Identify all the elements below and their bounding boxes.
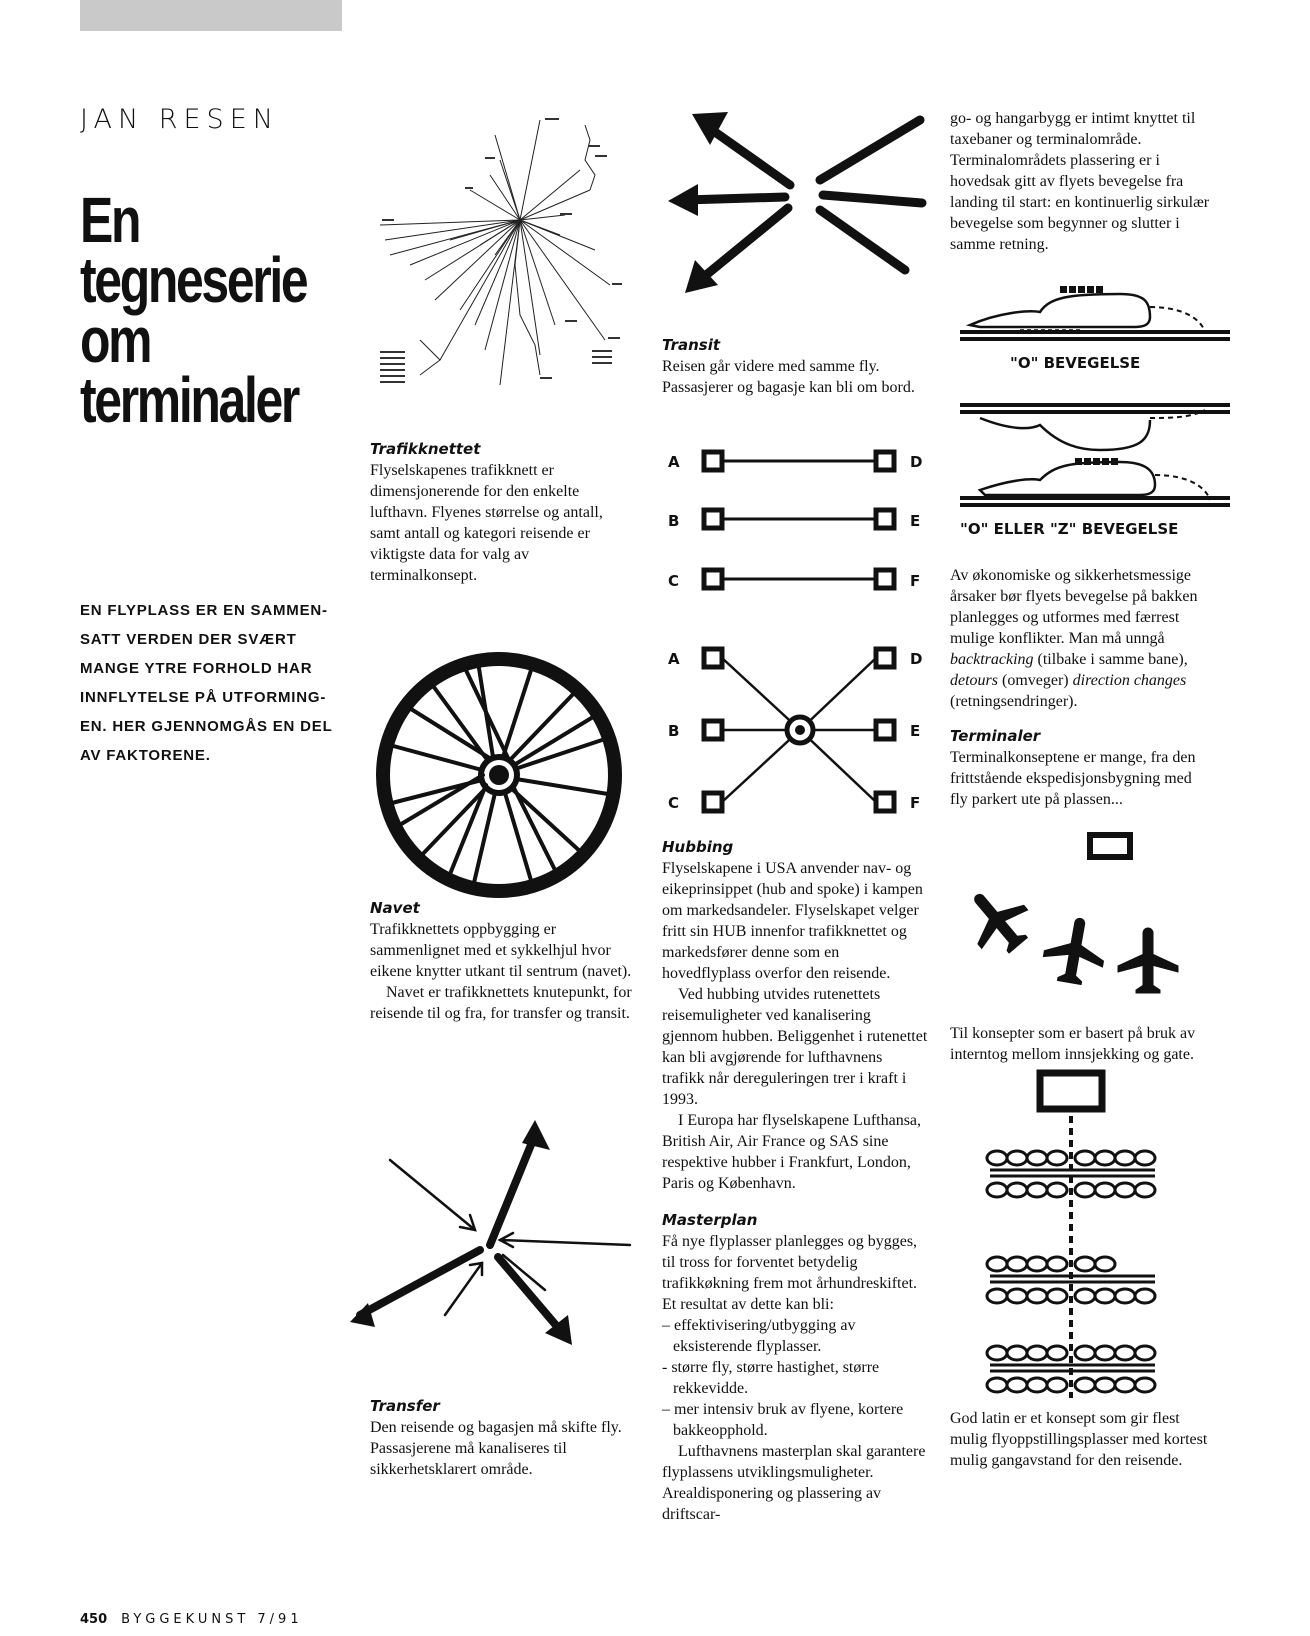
- trafikk-block: [370, 439, 632, 586]
- o-or-z-movement-label: "O" ELLER "Z" BEVEGELSE: [960, 520, 1179, 538]
- lead-line: AV FAKTORENE.: [80, 747, 211, 764]
- navet-heading: Navet: [370, 899, 420, 917]
- terminaler-heading: Terminaler: [950, 727, 1041, 745]
- navet-paragraph: Trafikknettets oppbygging er sammenlignet med et sykkelhjul hvor eikene knytter utkant til sentrum (navet).: [370, 921, 632, 980]
- node-label: F: [910, 572, 921, 590]
- transfer-text: Den reisende og bagasjen må skifte fly. Passasjerene må kanaliseres til sikkerhetsklarert område.: [370, 1419, 622, 1478]
- transit-arrows-illustration: [660, 100, 930, 315]
- navet-block: [370, 898, 632, 1024]
- lead-line: SATT VERDEN DER SVÆRT: [80, 631, 297, 648]
- interntog-text: Til konsepter som er basert på bruk av interntog mellom innsjekking og gate.: [950, 1025, 1196, 1063]
- continued-block: [950, 108, 1212, 255]
- page-number: 450: [80, 1612, 108, 1627]
- node-label: C: [668, 794, 680, 812]
- standalone-terminal-planes: [965, 830, 1195, 1000]
- o-or-z-movement-diagram: [960, 400, 1230, 540]
- node-label: B: [668, 512, 680, 530]
- masterplan-item: – mer intensiv bruk av flyene, kortere bakkeopphold.: [662, 1401, 904, 1439]
- masterplan-item: - større fly, større hastighet, større rekkevidde.: [662, 1359, 880, 1397]
- terminaler-text: Terminalkonseptene er mange, fra den frittstående ekspedisjonsbygning med fly parkert ute på plassen...: [950, 749, 1196, 808]
- node-label: E: [910, 722, 921, 740]
- bicycle-wheel-illustration: [368, 644, 630, 906]
- title-line: tegneserie: [80, 244, 307, 316]
- hubbing-heading: Hubbing: [662, 838, 734, 856]
- transfer-heading: Transfer: [370, 1397, 440, 1415]
- hubbing-block: [662, 837, 928, 1525]
- hub-and-spoke-diagram: [660, 640, 930, 815]
- econ-block: [950, 565, 1212, 810]
- title-line: om: [80, 304, 151, 376]
- node-label: D: [910, 453, 923, 471]
- lead-paragraph: [80, 596, 335, 770]
- lead-line: MANGE YTRE FORHOLD HAR: [80, 660, 313, 677]
- node-label: A: [668, 453, 680, 471]
- masterplan-paragraph: Få nye flyplasser planlegges og bygges, til tross for forventet betydelig trafikkøkning frem mot århundreskiftet. Et resultat av dette kan bli:: [662, 1233, 918, 1313]
- node-label: A: [668, 650, 680, 668]
- continued-text: go- og hangarbygg er intimt knyttet til taxebaner og terminalområde. Terminalområdets plassering er i hovedsak gitt av flyets bevegelse fra landing til start: en kontinuerlig sirkulær bevegelse som begynner og slutter i samme retning.: [950, 110, 1210, 253]
- transfer-arrows-illustration: [350, 1115, 630, 1365]
- hubbing-paragraph: I Europa har flyselskapene Lufthansa, British Air, Air France og SAS sine respektive hubber i Frankfurt, London, Paris og København.: [662, 1112, 922, 1192]
- transit-text: Reisen går videre med samme fly. Passasjerer og bagasje kan bli om bord.: [662, 358, 915, 396]
- econ-text: Av økonomiske og sikkerhetsmessige årsaker bør flyets bevegelse på bakken planlegges og utformes med færrest mulige konflikter. Man må unngå backtracking (tilbake i samme bane), detours (omveger) direction changes (retningsendringer).: [950, 567, 1198, 710]
- page-title: [80, 184, 307, 436]
- masterplan-paragraph: Lufthavnens masterplan skal garantere flyplassens utviklingsmuligheter. Arealdisponering og plassering av driftscar-: [662, 1443, 926, 1523]
- trafikk-heading: Trafikknettet: [370, 440, 481, 458]
- hubbing-paragraph: Flyselskapene i USA anvender nav- og eikeprinsippet (hub and spoke) i kampen om markedsandeler. Flyselskapet velger fritt sin HUB innenfor trafikknettet og markedsfører denne som en hovedflyplass overfor den reisende.: [662, 860, 923, 982]
- lead-line: EN FLYPLASS ER EN SAMMEN-: [80, 602, 328, 619]
- author-name: JAN RESEN: [80, 104, 279, 135]
- node-label: B: [668, 722, 680, 740]
- lead-line: INNFLYTELSE PÅ UTFORMING-: [80, 689, 327, 706]
- node-label: C: [668, 572, 680, 590]
- o-movement-label: "O" BEVEGELSE: [1010, 354, 1141, 372]
- page-footer: [80, 1612, 303, 1627]
- masterplan-item: – effektivisering/utbygging av eksisterende flyplasser.: [662, 1317, 856, 1355]
- node-label: F: [910, 794, 921, 812]
- hubbing-paragraph: Ved hubbing utvides rutenettets reisemuligheter ved kanalisering gjennom hubben. Beliggenhet i rutenettet kan bli avgjørende for lufthavnens trafikk når dereguleringen trer i kraft i 1993.: [662, 986, 928, 1108]
- lead-line: EN. HER GJENNOMGÅS EN DEL: [80, 718, 333, 735]
- route-network-map: [380, 115, 630, 400]
- magazine-name: BYGGEKUNST 7/91: [121, 1612, 303, 1627]
- o-movement-diagram: [960, 282, 1230, 374]
- latin-block: [950, 1408, 1212, 1471]
- transfer-block: [370, 1396, 632, 1480]
- train-concept-diagram: [985, 1068, 1165, 1398]
- title-line: En: [80, 184, 140, 256]
- masterplan-heading: Masterplan: [662, 1211, 758, 1229]
- trafikk-text: Flyselskapenes trafikknett er dimensjonerende for den enkelte lufthavn. Flyenes størrelse og antall, samt antall og kategori reisende er viktigste data for valg av terminalkonsept.: [370, 462, 603, 584]
- point-to-point-diagram: [660, 440, 930, 600]
- interntog-block: [950, 1023, 1212, 1065]
- navet-paragraph: Navet er trafikknettets knutepunkt, for reisende til og fra, for transfer og transit.: [370, 984, 632, 1022]
- node-label: E: [910, 512, 921, 530]
- node-label: D: [910, 650, 923, 668]
- transit-heading: Transit: [662, 336, 721, 354]
- latin-text: God latin er et konsept som gir flest mulig flyoppstillingsplasser med kortest mulig gangavstand for den reisende.: [950, 1410, 1208, 1469]
- transit-block: [662, 335, 930, 398]
- top-grey-bar: [80, 0, 342, 31]
- title-line: terminaler: [80, 364, 298, 436]
